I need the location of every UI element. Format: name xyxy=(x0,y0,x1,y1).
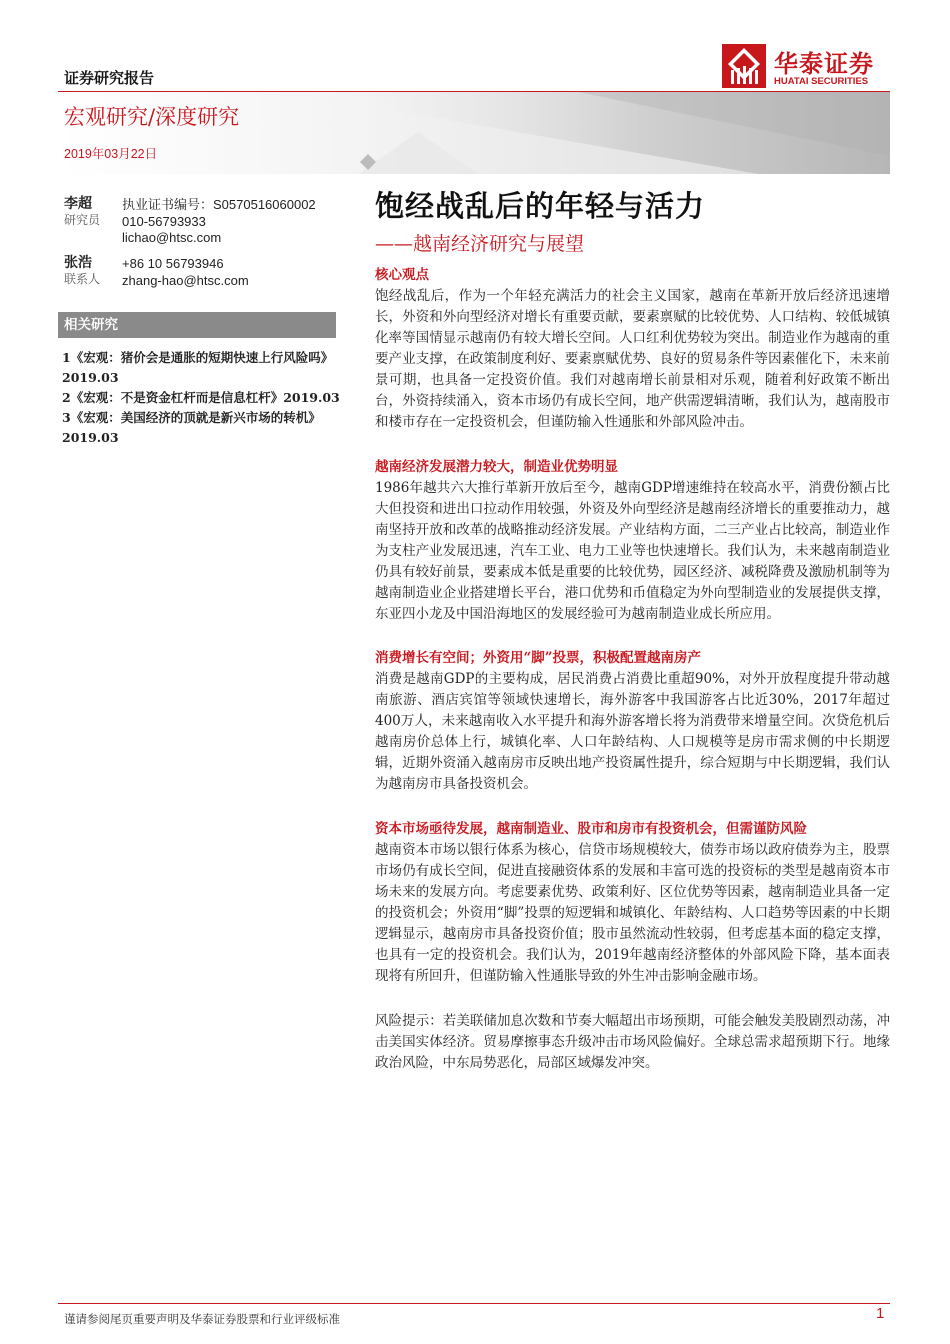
section-text: 越南资本市场以银行体系为核心，信贷市场规模较大，债券市场以政府债券为主，股票市场仍有成长空间，促进直接融资体系的发展和丰富可选的投资标的类型是越南资本市场未来的发展方向。考虑要素优势、政策利好、区位优势等因素，越南制造业具备一定的投资机会；外资用“脚”投票的短逻辑和城镇化、年龄结构、人口趋势等因素的中长期逻辑显示，越南房市具备投资价值；股市虽然流动性较弱，但考虑基本面的稳定支撑，也具有一定的投资机会。我们认为，2019年越南经济整体的外部风险下降，基本面表现将有所回升，但谨防输入性通胀导致的外生冲击影响金融市场。 xyxy=(375,842,890,984)
section-core-view xyxy=(375,265,890,433)
brand-logo xyxy=(722,44,892,92)
analyst-1 xyxy=(64,196,100,228)
analyst-phone: 010-56793933 xyxy=(122,213,206,229)
report-date: 2019年03月22日 xyxy=(64,147,158,161)
analyst-1-info xyxy=(122,197,316,247)
report-series: 宏观研究/深度研究 xyxy=(64,105,240,129)
footer-rule xyxy=(58,1303,890,1304)
section-heading: 资本市场亟待发展，越南制造业、股市和房市有投资机会，但需谨防风险 xyxy=(375,821,807,837)
section-manufacturing xyxy=(375,457,890,625)
section-text: 饱经战乱后，作为一个年轻充满活力的社会主义国家，越南在革新开放后经济迅速增长，外资和外向型经济对增长有重要贡献，要素禀赋的比较优势、人口结构、较低城镇化率等国情显示越南仍有较大增长空间。人口红利优势较为突出。制造业作为越南的重要产业支撑，在政策制度利好、要素禀赋优势、良好的贸易条件等因素催化下，未来前景可期，也具备一定投资价值。我们对越南增长前景相对乐观，随着利好政策不断出台，外资持续涌入，资本市场仍有成长空间，地产供需逻辑清晰，我们认为，越南股市和楼市存在一定投资机会，但谨防输入性通胀和外部风险冲击。 xyxy=(375,288,890,430)
section-heading: 消费增长有空间；外资用“脚”投票，积极配置越南房产 xyxy=(375,650,702,666)
section-heading: 核心观点 xyxy=(375,267,429,283)
section-capital-market xyxy=(375,819,890,987)
analyst-name: 李超 xyxy=(64,196,92,212)
section-text: 消费是越南GDP的主要构成，居民消费占消费比重超90%，对外开放程度提升带动越南旅游、酒店宾馆等领域快速增长，海外游客中我国游客占比近30%，2017年超过400万人，未来越南收入水平提升和海外游客增长将为消费带来增量空间。次贷危机后越南房价总体上行，城镇化率、人口年龄结构、人口规模等是房市需求侧的中长期逻辑，近期外资涌入越南房市反映出地产投资属性提升，综合短期与中长期逻辑，我们认为越南房市具备投资机会。 xyxy=(375,671,890,792)
analyst-phone: +86 10 56793946 xyxy=(122,256,224,271)
analyst-2 xyxy=(64,255,100,287)
analyst-role: 联系人 xyxy=(64,272,101,286)
related-research-link[interactable]: 1《宏观：猪价会是通胀的短期快速上行风险吗》2019.03 xyxy=(62,350,334,385)
section-heading: 越南经济发展潜力较大，制造业优势明显 xyxy=(375,459,618,475)
brand-name-cn: 华泰证券 xyxy=(774,50,874,78)
related-research-link[interactable]: 2《宏观：不是资金杠杆而是信息杠杆》2019.03 xyxy=(62,390,340,405)
section-consumption xyxy=(375,648,890,795)
analyst-email[interactable]: zhang-hao@htsc.com xyxy=(122,272,249,288)
page-number: 1 xyxy=(876,1305,885,1322)
analyst-name: 张浩 xyxy=(64,255,92,271)
risk-warning: 风险提示：若美联储加息次数和节奏大幅超出市场预期，可能会触发美股剧烈动荡，冲击美国实体经济。贸易摩擦事态升级冲击市场风险偏好。全球总需求超预期下行。地缘政治风险，中东局势恶化，局部区域爆发冲突。 xyxy=(375,1013,890,1071)
analyst-2-info xyxy=(122,256,249,289)
brand-name-en: HUATAI SECURITIES xyxy=(774,76,869,87)
related-research-header: 相关研究 xyxy=(58,312,336,338)
section-text: 1986年越共六大推行革新开放后至今，越南GDP增速维持在较高水平，消费份额占比大但投资和进出口拉动作用较强，外资及外向型经济是越南经济增长的重要推动力，越南坚持开放和改革的战略推动经济发展。产业结构方面，二三产业占比较高，制造业作为支柱产业发展迅速，汽车工业、电力工业等也快速增长。我们认为，未来越南制造业仍具有较好前景，要素成本低是重要的比较优势，园区经济、减税降费及激励机制等为越南制造业企业搭建增长平台，港口优势和币值稳定为外向型制造业的发展提供支撑，东亚四小龙及中国沿海地区的发展经验可为越南制造业成长所应用。 xyxy=(375,480,890,622)
analyst-license: 执业证书编号：S0570516060002 xyxy=(122,197,316,212)
related-research-link[interactable]: 3《宏观：美国经济的顶就是新兴市场的转机》2019.03 xyxy=(62,410,321,445)
report-type-label: 证券研究报告 xyxy=(64,69,155,87)
footer-disclaimer: 谨请参阅尾页重要声明及华泰证券股票和行业评级标准 xyxy=(64,1312,340,1326)
huatai-logo-icon xyxy=(722,44,766,88)
analyst-email[interactable]: lichao@htsc.com xyxy=(122,230,222,245)
related-research-list xyxy=(62,348,342,448)
analyst-role: 研究员 xyxy=(64,213,101,227)
report-title: 饱经战乱后的年轻与活力 xyxy=(375,189,706,223)
report-subtitle: ——越南经济研究与展望 xyxy=(375,233,585,255)
